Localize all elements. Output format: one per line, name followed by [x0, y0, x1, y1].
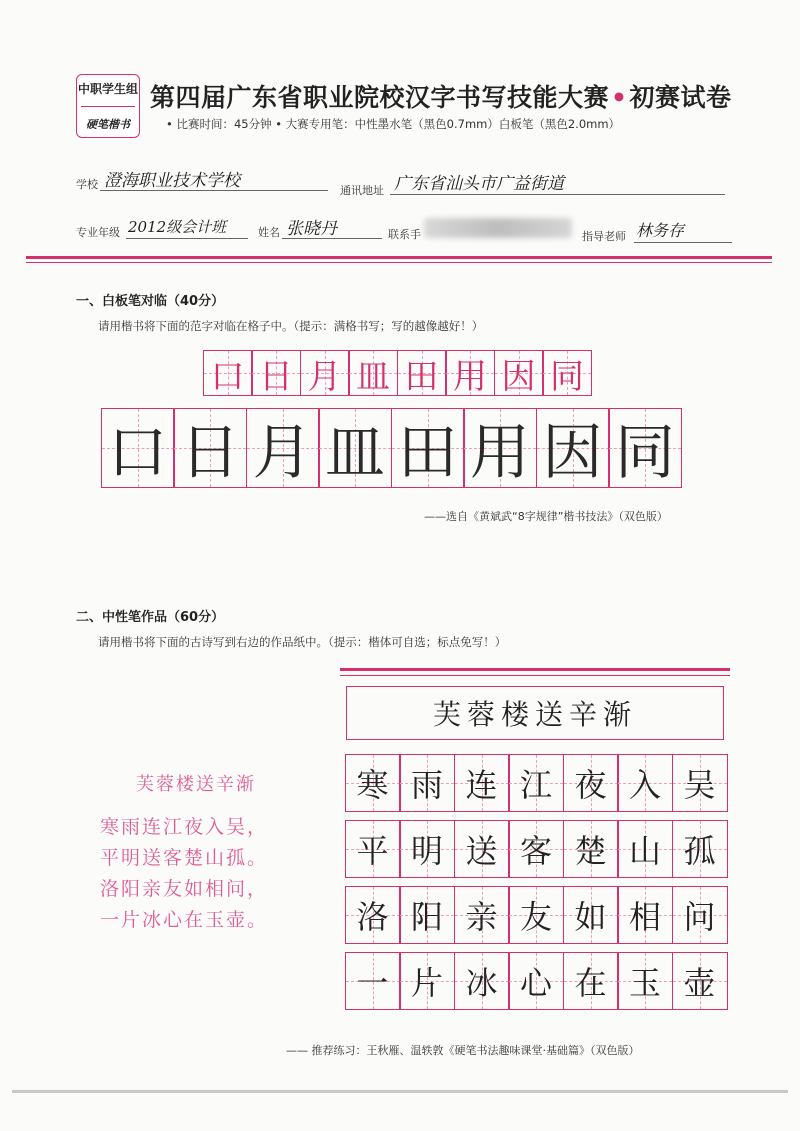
work-char: 明	[410, 832, 443, 870]
work-title: 芙蓉楼送辛渐	[432, 698, 637, 731]
model-cell[interactable]	[203, 350, 253, 396]
exam-title	[150, 78, 732, 114]
copy-char: 用	[470, 418, 530, 488]
poem-line: 寒雨连江夜入吴，	[100, 816, 269, 838]
copy-cell[interactable]	[173, 408, 247, 488]
work-char: 送	[465, 832, 498, 870]
work-cell[interactable]	[399, 820, 455, 878]
model-cell[interactable]	[300, 350, 350, 396]
major-value: 2012级会计班	[128, 218, 227, 236]
work-char: 问	[683, 898, 716, 936]
work-cell[interactable]	[563, 886, 619, 944]
work-char: 阳	[410, 898, 443, 936]
work-char: 心	[519, 964, 552, 1002]
title-suffix: 初赛试卷	[629, 83, 732, 112]
phone-label: 联系手	[388, 228, 421, 241]
subtitle-time: • 比赛时间：45分钟	[166, 117, 272, 131]
poem-text	[100, 812, 268, 936]
work-cell[interactable]	[345, 754, 401, 812]
poem-line: 洛阳亲友如相问，	[100, 878, 269, 900]
work-cell[interactable]	[617, 886, 673, 944]
work-char: 楚	[574, 832, 607, 870]
work-char: 入	[628, 766, 661, 804]
title-dot: •	[611, 83, 628, 112]
section1-instruction: 请用楷书将下面的范字对临在格子中。（提示：满格书写；写的越像越好！）	[98, 319, 484, 333]
work-char: 吴	[683, 766, 716, 804]
copy-char-grid[interactable]	[102, 408, 682, 488]
work-char: 壶	[683, 964, 716, 1002]
address-value: 广东省汕头市广益街道	[394, 174, 564, 194]
model-char: 皿	[356, 356, 390, 397]
copy-cell[interactable]	[463, 408, 537, 488]
poem-line: 平明送客楚山孤。	[100, 847, 269, 869]
copy-cell[interactable]	[318, 408, 392, 488]
work-row	[346, 754, 728, 812]
name-field[interactable]	[282, 212, 382, 239]
work-char: 夜	[574, 766, 607, 804]
work-cell[interactable]	[454, 952, 510, 1010]
work-cell[interactable]	[345, 952, 401, 1010]
work-char: 平	[356, 832, 389, 870]
copy-char: 因	[542, 418, 603, 488]
work-row	[346, 886, 728, 944]
copy-cell[interactable]	[391, 408, 465, 488]
copy-cell[interactable]	[536, 408, 610, 488]
work-char: 洛	[356, 898, 389, 936]
work-char: 玉	[628, 964, 661, 1002]
model-char: 日	[259, 356, 293, 397]
work-char: 山	[628, 832, 661, 870]
work-cell[interactable]	[617, 952, 673, 1010]
model-cell[interactable]	[542, 350, 592, 396]
model-cell[interactable]	[494, 350, 544, 396]
work-cell[interactable]	[508, 886, 564, 944]
work-cell[interactable]	[563, 952, 619, 1010]
address-field[interactable]	[390, 166, 725, 195]
model-char: 田	[404, 356, 439, 397]
work-char: 亲	[465, 898, 498, 936]
work-char: 孤	[683, 832, 716, 870]
work-char: 相	[628, 898, 661, 936]
work-char: 一	[356, 964, 389, 1002]
copy-char: 田	[397, 418, 458, 488]
model-char: 用	[453, 356, 487, 397]
model-cell[interactable]	[251, 350, 301, 396]
work-char: 雨	[410, 766, 443, 804]
work-cell[interactable]	[345, 820, 401, 878]
phone-redacted	[424, 218, 572, 238]
school-value: 澄海职业技术学校	[104, 171, 240, 191]
teacher-value: 林务存	[636, 221, 685, 240]
copy-char: 月	[252, 418, 313, 488]
teacher-label: 指导老师	[582, 230, 626, 243]
copy-char: 同	[615, 418, 675, 488]
work-cell[interactable]	[508, 820, 564, 878]
copy-cell[interactable]	[246, 408, 320, 488]
work-char: 片	[410, 964, 443, 1002]
work-char: 客	[519, 832, 552, 870]
badge-divider	[81, 106, 135, 107]
section2-instruction: 请用楷书将下面的古诗写到右边的作品纸中。（提示：楷体可自选；标点免写！）	[98, 635, 507, 649]
teacher-field[interactable]	[634, 214, 732, 243]
model-cell[interactable]	[348, 350, 398, 396]
model-char: 月	[307, 356, 342, 397]
school-field[interactable]	[100, 164, 328, 191]
work-char: 在	[574, 964, 607, 1002]
work-char: 冰	[465, 964, 498, 1002]
model-cell[interactable]	[397, 350, 447, 396]
work-paper	[340, 668, 730, 1028]
model-char: 口	[210, 356, 245, 397]
badge-line1: 中职学生组	[77, 81, 138, 96]
work-cell[interactable]	[672, 820, 728, 878]
category-badge	[76, 74, 140, 138]
header-divider-thick	[26, 256, 772, 259]
work-cell[interactable]	[672, 886, 728, 944]
page-bottom-line	[12, 1090, 788, 1093]
work-row	[346, 952, 728, 1010]
work-char: 江	[519, 766, 552, 804]
work-cell[interactable]	[672, 754, 728, 812]
work-band-top	[340, 668, 730, 671]
model-char-grid	[204, 350, 592, 396]
work-title-box[interactable]	[346, 686, 724, 740]
work-cell[interactable]	[508, 952, 564, 1010]
name-label: 姓名	[258, 226, 280, 239]
work-char: 如	[574, 898, 607, 936]
title-main: 第四届广东省职业院校汉字书写技能大赛	[150, 83, 610, 112]
work-cell[interactable]	[345, 886, 401, 944]
copy-cell[interactable]	[608, 408, 682, 488]
model-char: 因	[501, 356, 536, 397]
work-cell[interactable]	[563, 754, 619, 812]
school-label: 学校	[76, 178, 98, 191]
work-char: 寒	[356, 766, 389, 804]
copy-char: 皿	[325, 418, 385, 488]
work-cell[interactable]	[454, 754, 510, 812]
work-cell[interactable]	[399, 886, 455, 944]
work-cell[interactable]	[399, 754, 455, 812]
name-value: 张晓丹	[286, 219, 337, 239]
badge-line2: 硬笔楷书	[86, 118, 130, 132]
section2-recommend: —— 推荐练习：王秋雁、温轶敦《硬笔书法趣味课堂·基础篇》（双色版）	[286, 1044, 640, 1057]
subtitle-pen: • 大赛专用笔：中性墨水笔（黑色0.7mm）白板笔（黑色2.0mm）	[275, 117, 621, 131]
copy-char: 日	[180, 418, 240, 488]
work-cell[interactable]	[399, 952, 455, 1010]
work-cell[interactable]	[672, 952, 728, 1010]
work-char: 友	[519, 898, 552, 936]
poem-title: 芙蓉楼送辛渐	[136, 774, 256, 795]
work-cell[interactable]	[617, 754, 673, 812]
major-label: 专业年级	[76, 226, 120, 239]
model-cell[interactable]	[445, 350, 495, 396]
work-cell[interactable]	[563, 820, 619, 878]
poem-line: 一片冰心在玉壶。	[100, 909, 269, 931]
work-cell[interactable]	[454, 886, 510, 944]
work-cell[interactable]	[508, 754, 564, 812]
header-divider-thin	[26, 262, 772, 263]
work-cell[interactable]	[617, 820, 673, 878]
section2-title: 二、中性笔作品（60分）	[76, 610, 225, 625]
address-label: 通讯地址	[340, 184, 384, 197]
major-field[interactable]	[126, 212, 248, 239]
work-band-top-thin	[340, 675, 730, 676]
copy-char: 口	[107, 418, 168, 488]
model-char: 同	[550, 356, 584, 397]
section1-title: 一、白板笔对临（40分）	[76, 294, 225, 309]
section1-source: ——选自《黄斌武“8字规律”楷书技法》（双色版）	[424, 510, 668, 523]
work-row	[346, 820, 728, 878]
work-char: 连	[465, 766, 498, 804]
work-cell[interactable]	[454, 820, 510, 878]
exam-subtitle	[166, 116, 620, 132]
copy-cell[interactable]	[101, 408, 175, 488]
